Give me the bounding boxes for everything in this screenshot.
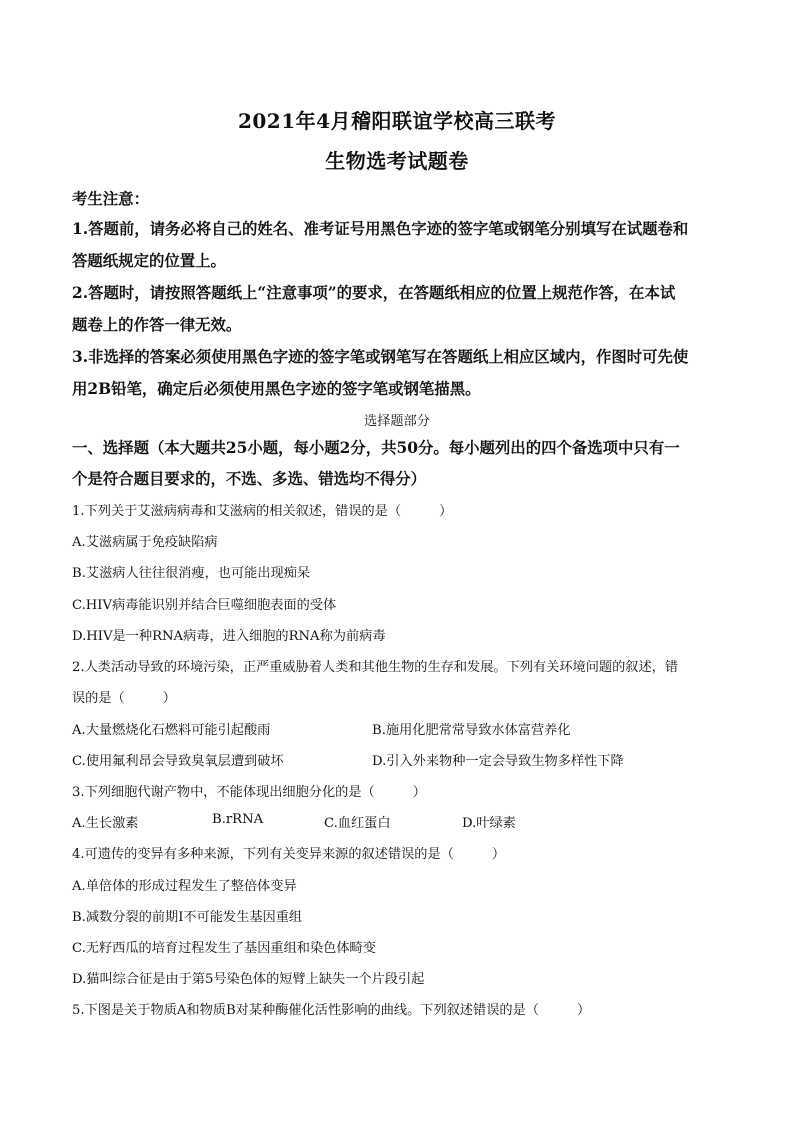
question-3-option-d: D.叶绿素: [462, 816, 516, 831]
question-1-close: ）: [439, 504, 453, 519]
question-2-option-d: D.引入外来物种一定会导致生物多样性下降: [372, 754, 624, 769]
question-4-option-b: B.减数分裂的前期Ⅰ不可能发生基因重组: [72, 910, 303, 925]
question-1-option-a: A.艾滋病属于免疫缺陷病: [72, 535, 218, 550]
question-2-option-c: C.使用氟利昂会导致臭氧层遭到破坏: [72, 754, 284, 769]
question-4-option-c: C.无籽西瓜的培育过程发生了基因重组和染色体畸变: [72, 941, 376, 956]
question-4-option-a: A.单倍体的形成过程发生了整倍体变异: [72, 879, 297, 894]
question-1-stem-text: 1.下列关于艾滋病病毒和艾滋病的相关叙述，错误的是（: [72, 504, 402, 519]
notice-item-3b: 用2B铅笔，确定后必须使用黑色字迹的签字笔或钢笔描黑。: [72, 380, 481, 398]
question-3-stem-text: 3.下列细胞代谢产物中，不能体现出细胞分化的是（: [72, 785, 375, 800]
question-2-option-a: A.大量燃烧化石燃料可能引起酸雨: [72, 723, 271, 738]
notice-item-3a: 3.非选择的答案必须使用黑色字迹的签字笔或钢笔写在答题纸上相应区域内，作图时可先使: [72, 348, 689, 366]
notice-item-2b: 题卷上的作答一律无效。: [72, 316, 242, 334]
question-2-stem-b-text: 误的是（: [72, 691, 125, 706]
question-5-close: ）: [576, 1003, 591, 1018]
question-3-stem: [72, 781, 426, 800]
question-4-option-d: D.猫叫综合征是由于第5号染色体的短臂上缺失一个片段引起: [72, 972, 425, 987]
notice-item-1a: 1.答题前，请务必将自己的姓名、准考证号用黑色字迹的签字笔或钢笔分别填写在试题卷和: [72, 220, 689, 238]
question-3-close: ）: [412, 785, 426, 800]
question-3-option-a: A.生长激素: [72, 816, 139, 831]
notice-item-2a: 2.答题时，请按照答题纸上“注意事项”的要求，在答题纸相应的位置上规范作答，在本试: [72, 284, 676, 302]
question-1-stem: [72, 500, 452, 519]
question-5-stem-text: 5.下图是关于物质A和物质B对某种酶催化活性影响的曲线。下列叙述错误的是（: [72, 1003, 539, 1018]
question-1-option-b: B.艾滋病人往往很消瘦，也可能出现痴呆: [72, 566, 311, 581]
question-2-stem-b: [72, 687, 176, 706]
section-intro-b: 个是符合题目要求的，不选、多选、错选均不得分）: [72, 470, 426, 488]
question-3-option-c: C.血红蛋白: [324, 816, 391, 831]
question-1-option-d: D.HIV是一种RNA病毒，进入细胞的RNA称为前病毒: [72, 629, 386, 644]
section-title: 选择题部分: [364, 414, 430, 429]
exam-subtitle: 生物选考试题卷: [325, 149, 469, 173]
notice-heading: 考生注意：: [72, 190, 149, 208]
question-2-stem-a: 2.人类活动导致的环境污染，正严重威胁着人类和其他生物的生存和发展。下列有关环境问题的叙述，错: [72, 660, 679, 675]
question-3-option-b: B.rRNA: [212, 812, 264, 827]
section-intro-a: 一、选择题（本大题共25小题，每小题2分，共50分。每小题列出的四个备选项中只有一: [72, 439, 680, 457]
question-2-close: ）: [162, 691, 176, 706]
question-1-option-c: C.HIV病毒能识别并结合巨噬细胞表面的受体: [72, 598, 337, 613]
question-4-close: ）: [491, 847, 506, 862]
question-2-option-b: B.施用化肥常常导致水体富营养化: [372, 723, 571, 738]
question-5-stem: [72, 999, 590, 1018]
notice-item-1b: 答题纸规定的位置上。: [72, 252, 226, 270]
question-4-stem: [72, 843, 505, 862]
exam-title: 2021年4月稽阳联谊学校高三联考: [237, 109, 557, 133]
question-4-stem-text: 4.可遗传的变异有多种来源，下列有关变异来源的叙述错误的是（: [72, 847, 454, 862]
